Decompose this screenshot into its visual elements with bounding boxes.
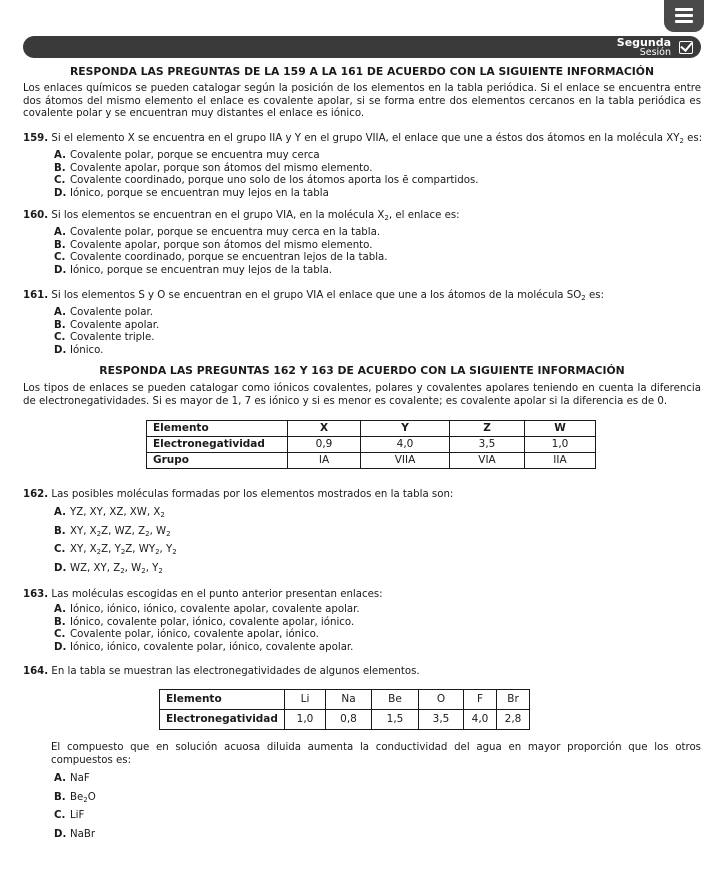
- question-160: [23, 210, 703, 223]
- question-164: [23, 666, 703, 679]
- option-a[interactable]: A. Iónico, iónico, iónico, covalente apolar, covalente apolar.: [54, 604, 360, 615]
- table-cell: 3,5: [419, 710, 464, 730]
- option-b[interactable]: B. Iónico, covalente polar, iónico, covalente apolar, iónico.: [54, 616, 355, 628]
- menu-button[interactable]: [664, 0, 704, 32]
- option-d[interactable]: D. NaBr: [54, 828, 96, 840]
- hamburger-icon-line: [675, 20, 693, 23]
- question-161: [23, 290, 703, 303]
- question-stem-end: es:: [683, 133, 703, 144]
- question-number: 161.: [23, 290, 49, 301]
- section-heading-159-161: RESPONDA LAS PREGUNTAS DE LA 159 A LA 161 DE ACUERDO CON LA SIGUIENTE INFORMACIÓN: [69, 65, 655, 78]
- table-cell: 1,0: [285, 710, 326, 730]
- option-c[interactable]: C. Covalente polar, iónico, covalente apolar, iónico.: [54, 629, 319, 641]
- options-162: [54, 507, 694, 581]
- table-header: F: [464, 690, 497, 710]
- options-159: [54, 150, 694, 200]
- table-cell: 0,9: [288, 437, 361, 453]
- option-b[interactable]: B. XY, $X_2Z$, WZ, $Z_2$, $W_2$: [54, 525, 171, 538]
- option-c[interactable]: C. Covalente coordinado, porque se encuentran lejos de la tabla.: [54, 252, 388, 264]
- table-cell: VIIA: [361, 453, 450, 469]
- option-b[interactable]: B. $Be_2O$: [54, 791, 96, 804]
- option-a[interactable]: A. YZ, XY, XZ, XW, $X_2$: [54, 507, 165, 519]
- options-161: [54, 307, 694, 357]
- question-stem: Si el elemento X se encuentra en el grupo IIA y Y en el grupo VIIA, el enlace que une a éstos dos átomos en la molécula XY: [51, 133, 680, 144]
- question-stem: Si los elementos se encuentran en el grupo VIA, en la molécula X: [51, 210, 385, 221]
- intro-paragraph-1: Los enlaces químicos se pueden catalogar según la posición de los elementos en la tabla periódica. Si el enlace se encuentra entre dos átomos del mismo elemento el enlace es covalente apolar, si se forma entre dos elementos cercanos en la tabla periódica es covalente polar y se encuentran muy distantes el enlace es iónico.: [23, 83, 701, 120]
- question-number: 162.: [23, 489, 49, 500]
- table-header: Na: [326, 690, 372, 710]
- question-stem: Las moléculas escogidas en el punto anterior presentan enlaces:: [51, 589, 383, 600]
- table-header: Be: [372, 690, 419, 710]
- table-header: Elemento: [160, 690, 285, 710]
- options-160: [54, 227, 694, 277]
- table-header: X: [288, 421, 361, 437]
- table-header: Elemento: [147, 421, 288, 437]
- option-d[interactable]: D. WZ, XY, $Z_2$, $W_2$, $Y_2$: [54, 562, 163, 575]
- option-c[interactable]: C. LiF: [54, 810, 85, 821]
- table-header: Br: [497, 690, 530, 710]
- question-stem: En la tabla se muestran las electronegatividades de algunos elementos.: [51, 666, 420, 677]
- session-label: [617, 37, 671, 57]
- table-header: Y: [361, 421, 450, 437]
- session-label-line2: Sesión: [639, 47, 671, 58]
- subscript: 2: [679, 137, 684, 145]
- table-cell: 1,0: [525, 437, 596, 453]
- subscript: 2: [581, 294, 586, 302]
- table-header-row: [147, 421, 596, 437]
- table-cell: 4,0: [464, 710, 497, 730]
- option-d[interactable]: D. Iónico.: [54, 344, 104, 356]
- subscript: 2: [384, 214, 389, 222]
- table-row: [147, 453, 596, 469]
- table-header: Z: [450, 421, 525, 437]
- option-b[interactable]: B. Covalente apolar, porque son átomos del mismo elemento.: [54, 239, 373, 251]
- table-cell: 0,8: [326, 710, 372, 730]
- electronegativity-table-1: [146, 420, 596, 469]
- option-b[interactable]: B. Covalente apolar.: [54, 319, 160, 331]
- table-cell: Grupo: [147, 453, 288, 469]
- table-row: [147, 437, 596, 453]
- question-number: 159.: [23, 133, 49, 144]
- table-cell: 2,8: [497, 710, 530, 730]
- option-d[interactable]: D. Iónico, porque se encuentran muy lejos de la tabla.: [54, 264, 333, 276]
- table-cell: Electronegatividad: [147, 437, 288, 453]
- option-d[interactable]: D. Iónico, iónico, covalente polar, iónico, covalente apolar.: [54, 641, 354, 653]
- question-stem: Las posibles moléculas formadas por los elementos mostrados en la tabla son:: [51, 489, 454, 500]
- option-a[interactable]: A. NaF: [54, 773, 90, 784]
- options-164: [54, 773, 694, 847]
- option-a[interactable]: A. Covalente polar, porque se encuentra muy cerca: [54, 150, 320, 161]
- table-cell: VIA: [450, 453, 525, 469]
- table-cell: IA: [288, 453, 361, 469]
- checkbox-icon: [679, 41, 693, 54]
- question-stem-end: es:: [585, 290, 604, 301]
- question-stem-end: , el enlace es:: [388, 210, 460, 221]
- option-c[interactable]: C. Covalente triple.: [54, 332, 155, 344]
- question-159: [23, 133, 703, 146]
- table-row: [160, 710, 530, 730]
- table-cell: Electronegatividad: [160, 710, 285, 730]
- option-c[interactable]: C. Covalente coordinado, porque uno solo de los átomos aporta los ē compartidos.: [54, 175, 479, 187]
- section-heading-162-163: RESPONDA LAS PREGUNTAS 162 Y 163 DE ACUERDO CON LA SIGUIENTE INFORMACIÓN: [99, 364, 625, 377]
- question-stem: Si los elementos S y O se encuentran en el grupo VIA el enlace que une a los átomos de la molécula SO: [51, 290, 582, 301]
- table-cell: 3,5: [450, 437, 525, 453]
- option-a[interactable]: A. Covalente polar, porque se encuentra muy cerca en la tabla.: [54, 227, 381, 238]
- hamburger-icon: [675, 8, 693, 11]
- table-header: W: [525, 421, 596, 437]
- hamburger-icon-line: [675, 14, 693, 17]
- question-number: 163.: [23, 589, 49, 600]
- table-header: Li: [285, 690, 326, 710]
- option-a[interactable]: A. Covalente polar.: [54, 307, 153, 318]
- question-number: 164.: [23, 666, 49, 677]
- table-cell: IIA: [525, 453, 596, 469]
- question-number: 160.: [23, 210, 49, 221]
- options-163: [54, 604, 694, 654]
- question-162: [23, 489, 703, 502]
- table-header: O: [419, 690, 464, 710]
- intro-paragraph-2: Los tipos de enlaces se pueden catalogar como iónicos covalentes, polares y covalentes apolares teniendo en cuenta la diferencia de electronegatividades. Si es mayor de 1, 7 es iónico y si es menor es covalente; es covalente apolar si la diferencia es de 0.: [23, 383, 701, 407]
- table-header-row: [160, 690, 530, 710]
- session-label-line1: Segunda: [616, 36, 671, 49]
- question-164-text: El compuesto que en solución acuosa diluida aumenta la conductividad del agua en mayor proporción que los otros compuestos es:: [51, 742, 701, 766]
- electronegativity-table-2: [159, 689, 530, 730]
- question-163: [23, 589, 703, 602]
- session-bar: [23, 36, 701, 58]
- option-c[interactable]: C. XY, $X_2Z$, $Y_2Z$, $WY_2$, $Y_2$: [54, 544, 177, 556]
- table-cell: 4,0: [361, 437, 450, 453]
- table-cell: 1,5: [372, 710, 419, 730]
- option-b[interactable]: B. Covalente apolar, porque son átomos del mismo elemento.: [54, 162, 373, 174]
- option-d[interactable]: D. Iónico, porque se encuentran muy lejos en la tabla: [54, 187, 329, 199]
